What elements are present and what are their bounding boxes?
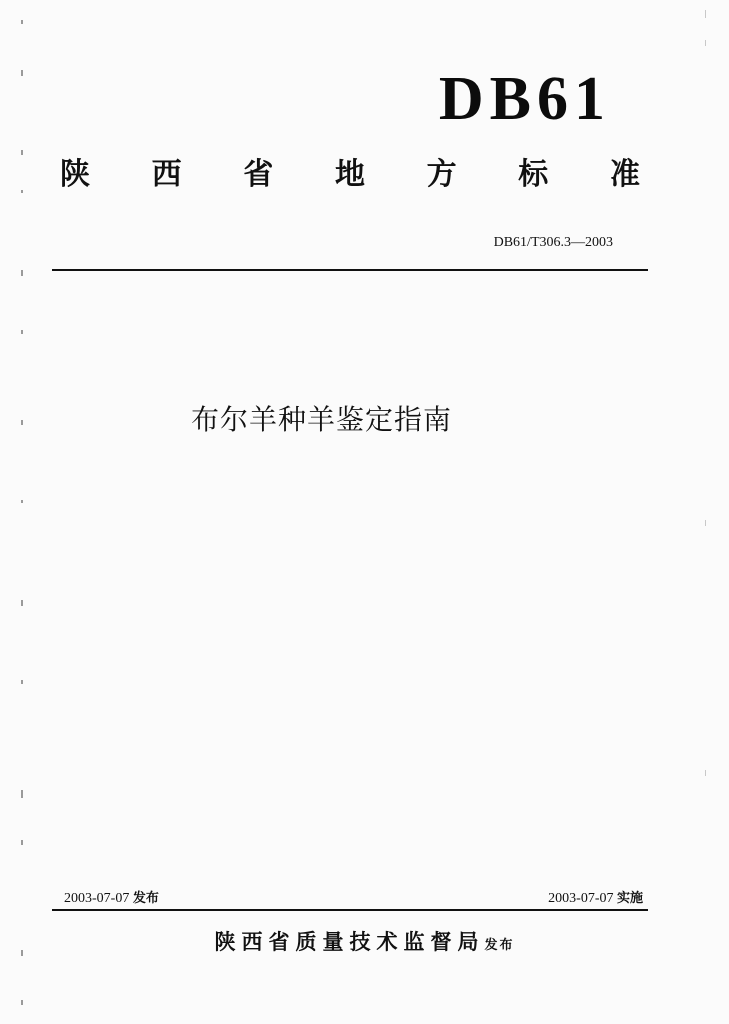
effective-date: 2003-07-07: [548, 891, 614, 906]
release-date-line: [64, 887, 159, 907]
effective-date-line: [548, 887, 643, 907]
standard-type-char: 西: [151, 157, 182, 192]
standard-code-logo: DB61: [438, 65, 611, 133]
header-divider: [52, 269, 648, 271]
issuer-name: 陕西省质量技术监督局: [214, 930, 485, 954]
standard-type-char: 省: [243, 157, 274, 192]
standard-type-char: 地: [334, 157, 365, 192]
standard-type-char: 标: [518, 157, 549, 192]
left-scan-marks: [18, 0, 28, 1024]
right-scan-marks: [703, 0, 711, 1024]
standard-type-char: 陕: [60, 157, 90, 192]
release-date: 2003-07-07: [64, 891, 130, 906]
standard-type-heading: [60, 157, 640, 192]
standard-type-char: 准: [609, 157, 640, 192]
issuing-authority: [0, 926, 729, 956]
document-title: [0, 398, 729, 438]
effective-label: 实施: [616, 891, 643, 906]
release-label: 发布: [132, 891, 159, 906]
footer-divider: [52, 909, 648, 911]
standard-type-char: 方: [426, 157, 457, 192]
document-title-text: 布尔羊种羊鉴定指南: [190, 403, 452, 436]
standard-number: DB61/T306.3—2003: [493, 235, 613, 250]
issuer-suffix: 发布: [484, 938, 515, 953]
